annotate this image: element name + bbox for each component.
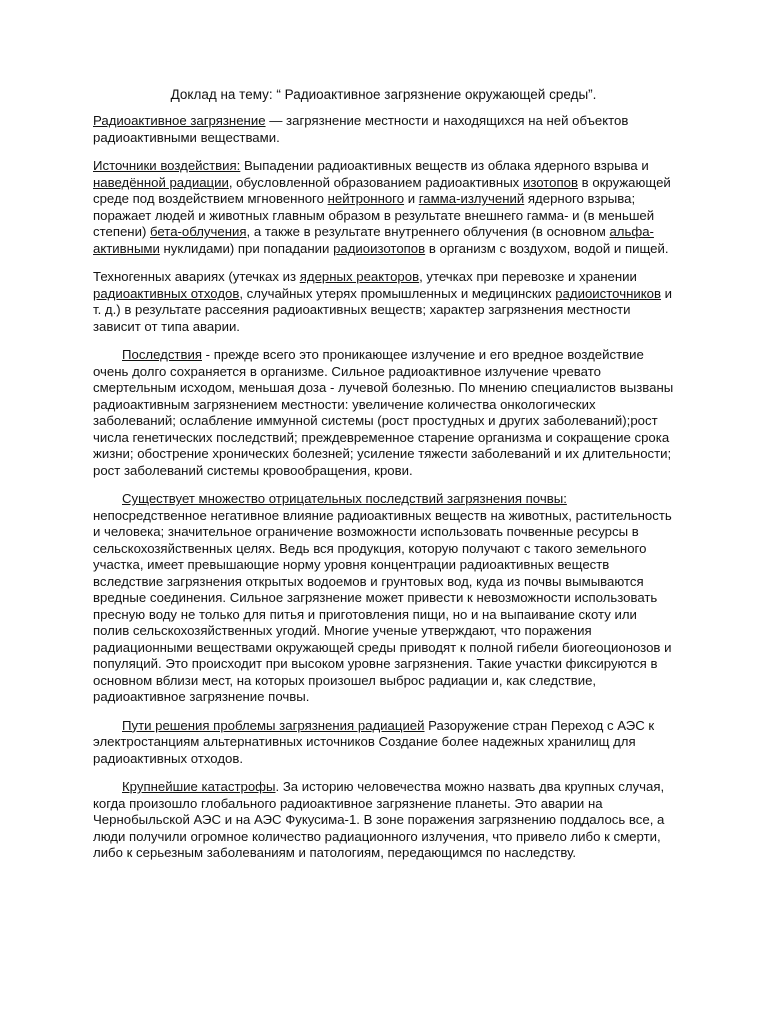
link-neutron[interactable]: нейтронного [327,191,405,206]
text: нуклидами) при попадании [159,240,334,256]
paragraph-soil [93,491,674,706]
paragraph-technogenic [93,269,674,335]
link-radioactive-waste[interactable]: радиоактивных отходов [93,285,240,301]
heading-consequences: Последствия [122,347,202,362]
heading-sources: Источники воздействия: [93,158,241,173]
text: и [404,191,419,206]
text: в окружающей среде под воздействием мгновенного [93,174,671,206]
text: в организм с воздухом, водой и пищей. [425,240,669,256]
text: Техногенных авариях (утечках из [93,269,300,284]
text: и т. д.) в результате рассеяния радиоактивных веществ; характер загрязнения местности зависит от типа аварии. [93,285,673,334]
link-isotopes[interactable]: изотопов [522,174,578,190]
text: , случайных утерях промышленных и медицинских [239,285,556,301]
link-radioisotopes[interactable]: радиоизотопов [333,240,426,256]
paragraph-catastrophes [93,779,674,862]
text: непосредственное негативное влияние радиоактивных веществ на животных, растительность и человека; значительное ограничение возможности использовать почвенные ресурсы в сельскохозяйственных целях. Ведь вся продукция, которую получают с такого земельного участка, имеет превышающие норму уровня концентрации радиоактивных веществ вследствие загрязнения открытых водоемов и грунтовых вод, куда из почвы вымываются вредные соединения. Сильное загрязнение может привести к невозможности использовать пресную воду не только для питья и приготовления пищи, но и на выпаивание скоту или полив сельскохозяйственных угодий. Многие ученые утверждают, что поражения радиационными веществами окружающей среды приводят к полной гибели биогеоционозов и популяций. Это происходит при высоком уровне загрязнения. Такие участки фиксируются в основном вблизи мест, на которых произошел выброс радиации и, как следствие, радиоактивное загрязнение почвы. [93,507,672,704]
link-beta-irradiation[interactable]: бета-облучения [150,224,247,239]
document-title: Доклад на тему: “ Радиоактивное загрязнение окружающей среды”. [170,87,597,102]
text: Выпадении радиоактивных веществ из облака ядерного взрыва и [240,158,649,173]
text: - прежде всего это проникающее излучение и его вредное воздействие очень долго сохраняется в организме. Сильное радиоактивное излучение чревато смертельным исходом, меньшая доза - лучевой болезнью. По мнению специалистов вызваны радиоактивным загрязнением местности: увеличение количества онкологических заболеваний; ослабление иммунной системы (рост простудных и других заболеваний);рост числа генетических последствий; преждевременное старение организма и сокращение срока жизни; обострение хронических болезней; усиление тяжести заболеваний и их длительности; рост заболеваний системы кровообращения, крови. [93,347,674,478]
heading-solutions: Пути решения проблемы загрязнения радиацией [122,717,425,733]
link-gamma-radiation[interactable]: гамма-излучений [418,191,525,206]
link-alpha-active[interactable]: альфа-активными [93,224,654,256]
text: Разоружение стран Переход с АЭС к электростанциям альтернативных источников Создание более надежных хранилищ для радиоактивных отходов. [93,717,655,766]
text: . За историю человечества можно назвать два крупных случая, когда произошло глобального радиоактивное загрязнение планеты. Это аварии на Чернобыльской АЭС и на АЭС Фукусима-1. В зоне поражения загрязнению поддалось все, а люди получили огромное количество радиационного излучения, что привело либо к смерти, либо к серьезным заболеваниям и патологиям, передающимся по наследству. [93,779,665,860]
paragraph-definition [93,113,674,146]
text: ядерного взрыва; поражает людей и животных главным образом в результате внешнего гамма- и (в меньшей степени) [93,191,655,239]
text: , а также в результате внутреннего облучения (в основном [246,224,610,239]
term-radioactive-pollution: Радиоактивное загрязнение [93,113,266,128]
text: , обусловленной образованием радиоактивных [228,174,523,190]
link-nuclear-reactors[interactable]: ядерных реакторов [299,269,420,284]
text: — загрязнение местности и находящихся на ней объектов радиоактивными веществами. [93,113,629,145]
text: , утечках при перевозке и хранении [419,269,637,284]
link-radiation-sources[interactable]: радиоисточников [555,285,661,301]
paragraph-consequences [93,347,674,479]
link-induced-radiation[interactable]: наведённой радиации [93,174,229,190]
heading-catastrophes: Крупнейшие катастрофы [122,779,276,794]
paragraph-solutions [93,718,674,768]
paragraph-sources [93,158,674,257]
heading-soil-consequences: Существует множество отрицательных последствий загрязнения почвы: [122,491,567,506]
